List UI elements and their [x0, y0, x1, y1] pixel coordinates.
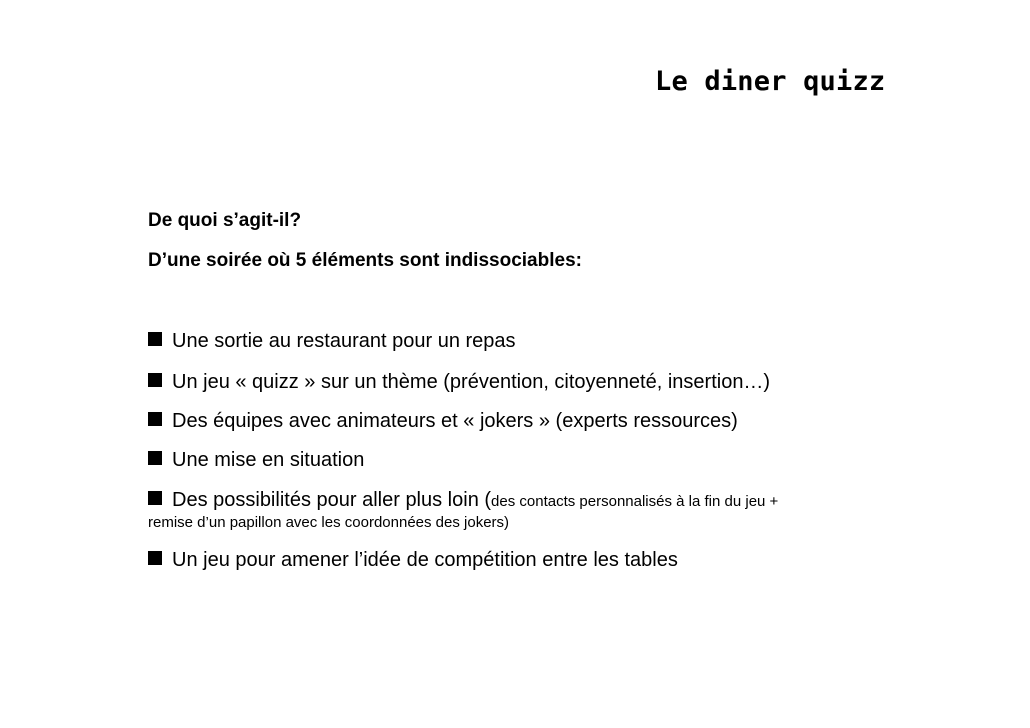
- square-bullet-icon: [148, 373, 162, 387]
- bullet-item: [148, 448, 364, 472]
- bullet-text: Une sortie au restaurant pour un repas: [172, 330, 516, 352]
- bullet-text: Des possibilités pour aller plus loin (: [172, 489, 492, 511]
- square-bullet-icon: [148, 551, 162, 565]
- intro-answer: D’une soirée où 5 éléments sont indissociables:: [148, 250, 582, 271]
- intro-question: De quoi s’agit-il?: [148, 210, 302, 231]
- bullet-item: [148, 548, 678, 572]
- square-bullet-icon: [148, 332, 162, 346]
- bullet-text: Une mise en situation: [172, 449, 365, 471]
- bullet-detail-text: des contacts personnalisés à la fin du jeu +: [491, 493, 779, 510]
- bullet-text: Des équipes avec animateurs et « jokers » (experts ressources): [172, 410, 738, 432]
- bullet-item: [148, 370, 770, 394]
- square-bullet-icon: [148, 491, 162, 505]
- square-bullet-icon: [148, 451, 162, 465]
- bullet-item: [148, 329, 516, 353]
- bullet-text: Un jeu pour amener l’idée de compétition entre les tables: [172, 549, 678, 571]
- square-bullet-icon: [148, 412, 162, 426]
- bullet-text: Un jeu « quizz » sur un thème (prévention, citoyenneté, insertion…): [172, 371, 771, 393]
- bullet-item: [148, 488, 778, 514]
- slide-title: Le diner quizz: [655, 66, 886, 97]
- bullet-item: [148, 409, 738, 433]
- bullet-continuation-text: remise d’un papillon avec les coordonnées des jokers): [148, 514, 510, 531]
